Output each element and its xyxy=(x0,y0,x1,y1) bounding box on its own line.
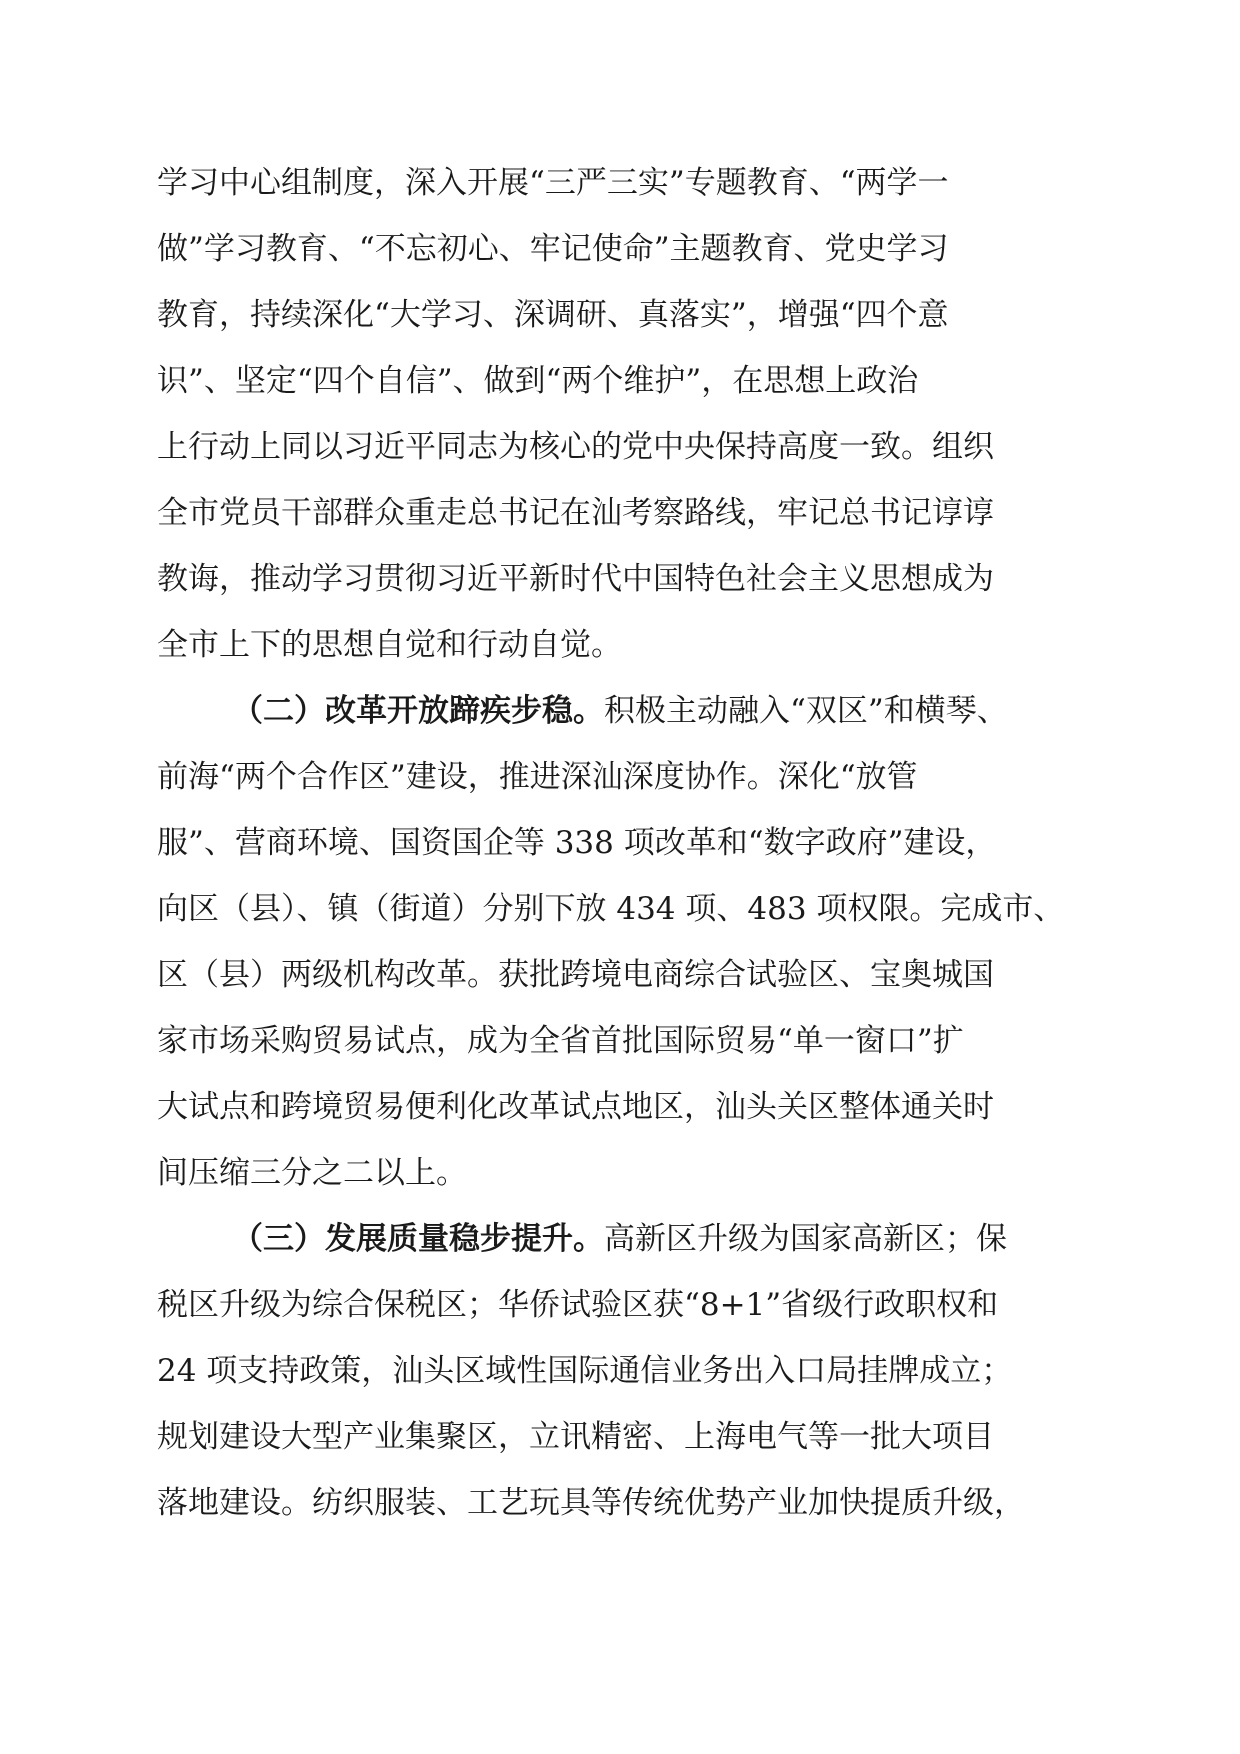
paragraph-1-line-7: 教诲，推动学习贯彻习近平新时代中国特色社会主义思想成为 xyxy=(157,561,994,597)
paragraph-3-line-5: 落地建设。纺织服装、工艺玩具等传统优势产业加快提质升级， xyxy=(157,1485,1025,1521)
paragraph-1-line-4: 识”、坚定“四个自信”、做到“两个维护”，在思想上政治 xyxy=(157,363,919,399)
paragraph-1-line-6: 全市党员干部群众重走总书记在汕考察路线，牢记总书记谆谆 xyxy=(157,495,994,531)
paragraph-2-line-6: 家市场采购贸易试点，成为全省首批国际贸易“单一窗口”扩 xyxy=(157,1023,964,1059)
paragraph-2-line-1 xyxy=(232,678,1067,744)
paragraph-2-lead-text: 积极主动融入“双区”和横琴、 xyxy=(604,693,1008,729)
paragraph-3-line-1 xyxy=(232,1206,1067,1272)
paragraph-2-line-2: 前海“两个合作区”建设，推进深汕深度协作。深化“放管 xyxy=(157,759,918,795)
paragraph-1-line-2: 做”学习教育、“不忘初心、牢记使命”主题教育、党史学习 xyxy=(157,231,949,267)
paragraph-3-line-3: 24 项支持政策，汕头区域性国际通信业务出入口局挂牌成立； xyxy=(157,1353,1013,1389)
paragraph-2-heading: （二）改革开放蹄疾步稳。 xyxy=(232,693,604,729)
paragraph-2-line-8: 间压缩三分之二以上。 xyxy=(157,1155,467,1191)
paragraph-3-line-4: 规划建设大型产业集聚区，立讯精密、上海电气等一批大项目 xyxy=(157,1419,994,1455)
paragraph-2-line-5: 区（县）两级机构改革。获批跨境电商综合试验区、宝奥城国 xyxy=(157,957,994,993)
paragraph-3-line-2: 税区升级为综合保税区；华侨试验区获“8+1”省级行政职权和 xyxy=(157,1287,999,1323)
paragraph-3-heading: （三）发展质量稳步提升。 xyxy=(232,1221,604,1257)
paragraph-2-line-4: 向区（县）、镇（街道）分别下放 434 项、483 项权限。完成市、 xyxy=(157,891,1065,927)
paragraph-2-line-7: 大试点和跨境贸易便利化改革试点地区，汕头关区整体通关时 xyxy=(157,1089,994,1125)
paragraph-1-line-8: 全市上下的思想自觉和行动自觉。 xyxy=(157,627,622,663)
paragraph-1-line-1: 学习中心组制度，深入开展“三严三实”专题教育、“两学一 xyxy=(157,165,949,201)
paragraph-1-line-5: 上行动上同以习近平同志为核心的党中央保持高度一致。组织 xyxy=(157,429,994,465)
paragraph-1-line-3: 教育，持续深化“大学习、深调研、真落实”，增强“四个意 xyxy=(157,297,949,333)
paragraph-2-line-3: 服”、营商环境、国资国企等 338 项改革和“数字政府”建设， xyxy=(157,825,997,861)
paragraph-3-lead-text: 高新区升级为国家高新区；保 xyxy=(604,1221,1007,1257)
